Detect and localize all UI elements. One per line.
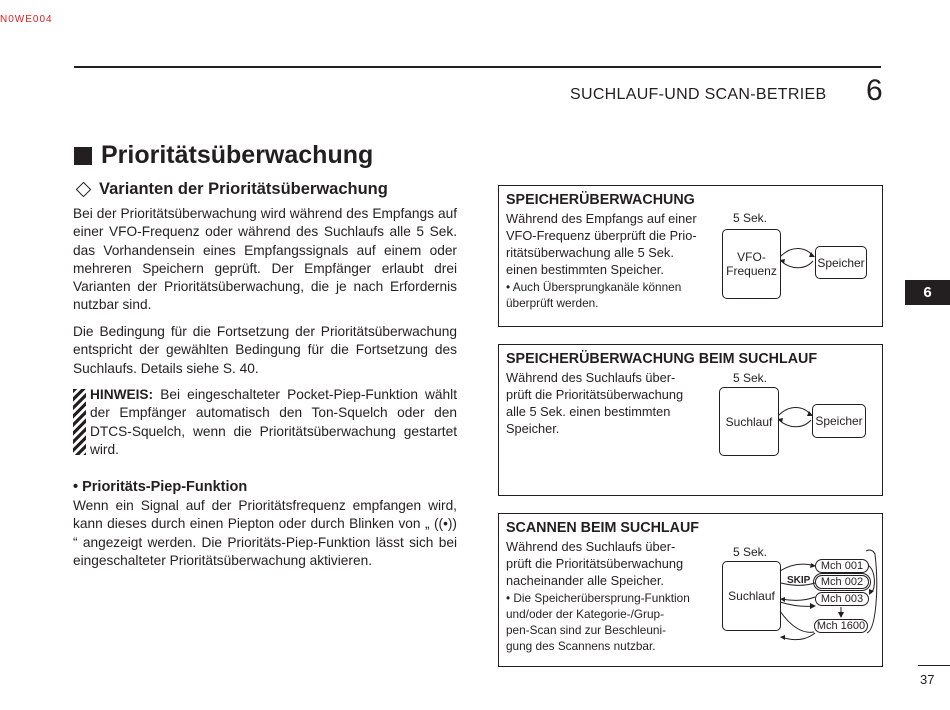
- box1-arrows: [779, 244, 817, 274]
- diamond-icon: [76, 182, 92, 198]
- box-speicherueberwachung-suchlauf: [498, 344, 883, 496]
- box2-title: SPEICHERÜBERWACHUNG BEIM SUCHLAUF: [506, 351, 818, 367]
- box2-line: alle 5 Sek. einen bestimmten: [506, 404, 671, 419]
- box1-source-node: VFO- Frequenz: [722, 229, 781, 299]
- piep-title: • Prioritäts-Piep-Funktion: [73, 479, 248, 495]
- section-title-text: Prioritätsüberwachung: [101, 141, 374, 169]
- box1-note: • Auch Übersprungkanäle können: [506, 280, 682, 294]
- hint-label: HINWEIS:: [90, 387, 154, 402]
- box3-note: und/oder der Kategorie-/Grup-: [506, 607, 665, 621]
- section-title: [74, 141, 373, 170]
- box3-interval-label: 5 Sek.: [733, 545, 768, 559]
- subsection-title-text: Varianten der Prioritätsüberwachung: [99, 180, 388, 198]
- box3-note: gung des Scannens nutzbar.: [506, 639, 656, 653]
- channel-pill: Mch 003: [815, 592, 869, 606]
- box3-note: pen-Scan sind zur Beschleuni-: [506, 623, 667, 637]
- chapter-number: 6: [866, 74, 883, 107]
- box1-line: VFO-Frequenz überprüft die Prio-: [506, 228, 697, 243]
- box2-source-node: Suchlauf: [719, 387, 779, 456]
- box3-title: SCANNEN BEIM SUCHLAUF: [506, 520, 700, 536]
- hint-stripe-icon: [73, 389, 86, 455]
- chapter-side-tab: 6: [905, 280, 950, 305]
- box3-scan-arrows: [779, 549, 881, 644]
- box2-arrows: [777, 403, 815, 433]
- page-number-rule: [918, 665, 950, 666]
- box3-line: prüft die Prioritätsüberwachung: [506, 556, 684, 571]
- box2-line: prüft die Prioritätsüberwachung: [506, 387, 684, 402]
- box3-line: nacheinander alle Speicher.: [506, 573, 664, 588]
- document-code: N0WE004: [0, 14, 53, 24]
- paragraph-intro: Bei der Prioritätsüberwachung wird während des Empfangs auf einer VFO-Frequenz oder während des Suchlaufs alle 5 Sek. das Vorhandensein eines Empfangssignals auf einem oder mehreren Speichern geprüft. Der Empfänger erlaubt drei Varianten der Prioritätsüberwachung, die je nach Erfordernis nutzbar sind.: [73, 206, 457, 313]
- channel-pill-skip: Mch 002: [815, 575, 869, 589]
- box3-line: Während des Suchlaufs über-: [506, 539, 676, 554]
- box2-target-node: Speicher: [812, 404, 866, 438]
- box3-note: • Die Speicherübersprung-Funktion: [506, 591, 690, 605]
- box1-line: ritätsüberwachung alle 5 Sek.: [506, 245, 674, 260]
- square-bullet-icon: [74, 147, 92, 165]
- box1-target-node: Speicher: [815, 246, 867, 279]
- box2-line: Während des Suchlaufs über-: [506, 370, 676, 385]
- hint-body: Bei eingeschalteter Pocket-Piep-Funktion wählt der Empfänger automatisch den Ton-Squelch oder den DTCS-Squelch, wenn die Prioritätsüberwachung gestartet wird.: [90, 387, 457, 457]
- page-number: 37: [920, 672, 935, 687]
- box1-line: einen bestimmten Speicher.: [506, 262, 664, 277]
- paragraph-condition: Die Bedingung für die Fortsetzung der Prioritätsüberwachung entspricht der gewählten Bedingung für die Fortsetzung des Suchlaufs. Details siehe S. 40.: [73, 324, 457, 376]
- box-scannen-suchlauf: [498, 513, 883, 667]
- box1-note: überprüft werden.: [506, 296, 599, 310]
- box1-title: SPEICHERÜBERWACHUNG: [506, 192, 695, 208]
- hint-text: [90, 386, 457, 459]
- header-rule: [74, 66, 881, 68]
- box1-line: Während des Empfangs auf einer: [506, 211, 697, 226]
- box2-interval-label: 5 Sek.: [733, 371, 768, 385]
- piep-text: Wenn ein Signal auf der Prioritätsfrequenz empfangen wird, kann dieses durch einen Piepton oder durch Blinken von „ ((•)) “ angezeigt werden. Die Prioritäts-Piep-Funktion lässt sich bei eingeschalteter Prioritätsüberwachung aktivieren.: [73, 498, 457, 568]
- box-speicherueberwachung: [498, 185, 883, 327]
- channel-pill: Mch 1600: [814, 619, 868, 633]
- subsection-title: [74, 180, 388, 199]
- chapter-title: SUCHLAUF-UND SCAN-BETRIEB: [570, 86, 827, 103]
- box2-line: Speicher.: [506, 421, 560, 436]
- channel-pill: Mch 001: [815, 559, 869, 573]
- box3-source-node: Suchlauf: [722, 561, 781, 631]
- skip-label: SKIP: [787, 575, 811, 586]
- box1-interval-label: 5 Sek.: [733, 211, 768, 225]
